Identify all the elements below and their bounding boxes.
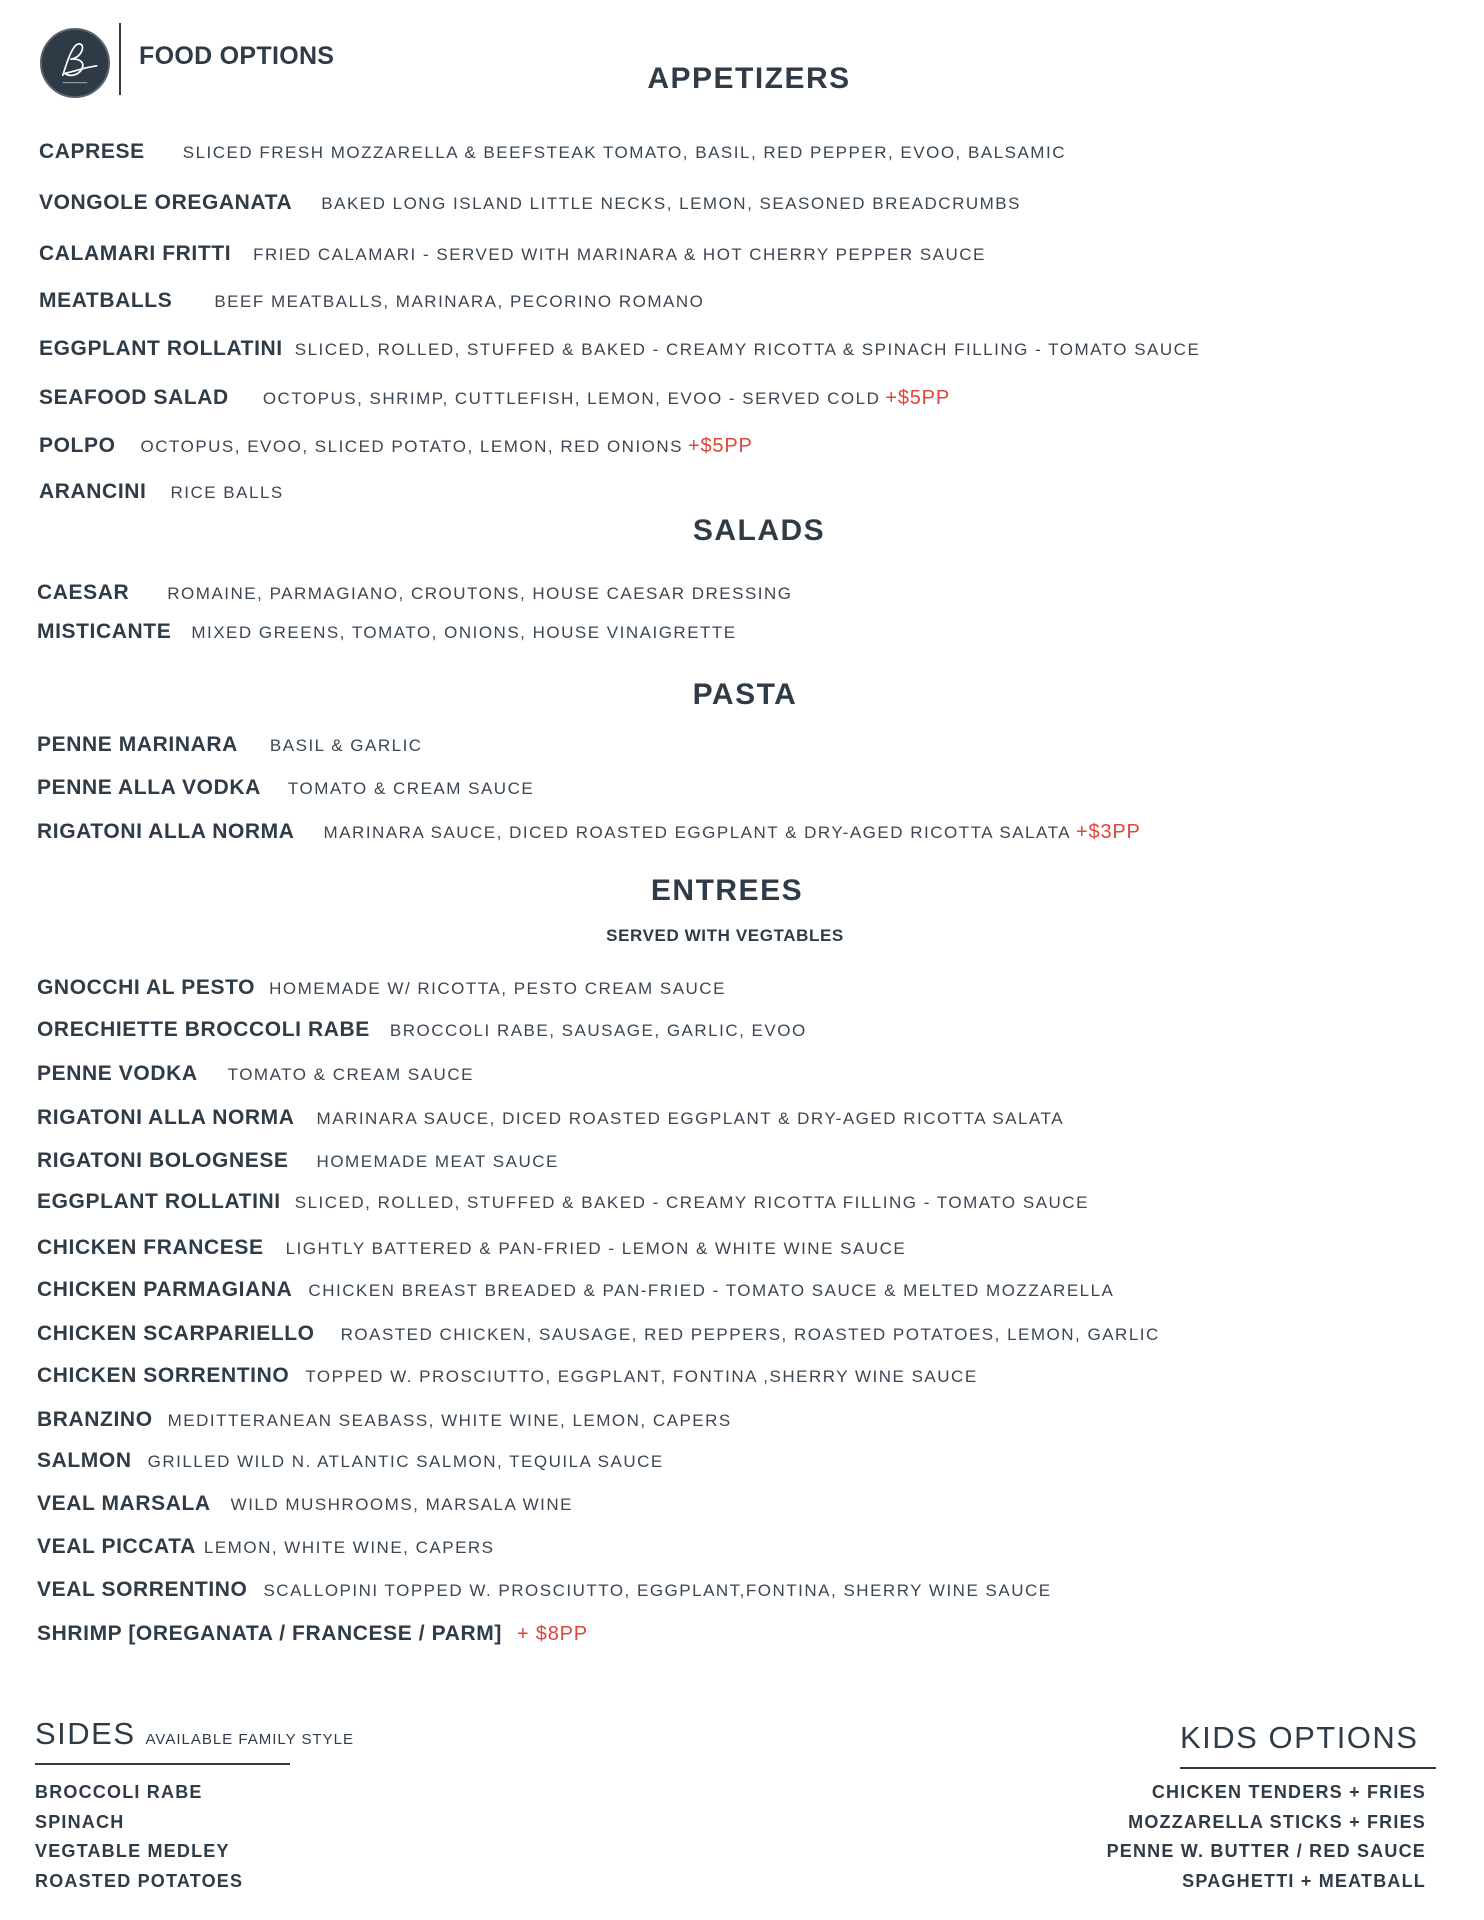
list-item: PENNE W. BUTTER / RED SAUCE — [1106, 1841, 1426, 1861]
item-description: TOMATO & CREAM SAUCE — [287, 779, 535, 798]
menu-item — [37, 620, 737, 644]
menu-item — [37, 1535, 495, 1559]
item-name: CAESAR — [37, 581, 130, 604]
item-description: BASIL & GARLIC — [269, 736, 423, 755]
kids-options-title: KIDS OPTIONS — [1180, 1720, 1419, 1755]
list-item: SPINACH — [35, 1811, 125, 1832]
item-name: VEAL MARSALA — [37, 1492, 211, 1515]
item-name: VEAL SORRENTINO — [37, 1578, 248, 1601]
item-description: ROASTED CHICKEN, SAUSAGE, RED PEPPERS, ROASTED POTATOES, LEMON, GARLIC — [340, 1325, 1160, 1344]
item-description: OCTOPUS, EVOO, SLICED POTATO, LEMON, RED ONIONS — [140, 437, 684, 456]
item-description: SLICED, ROLLED, STUFFED & BAKED - CREAMY RICOTTA & SPINACH FILLING - TOMATO SAUCE — [294, 340, 1201, 359]
list-item: CHICKEN TENDERS + FRIES — [1151, 1782, 1426, 1802]
menu-item — [37, 1408, 732, 1432]
item-name: BRANZINO — [37, 1408, 153, 1431]
item-name: GNOCCHI AL PESTO — [37, 976, 256, 999]
item-description: LIGHTLY BATTERED & PAN-FRIED - LEMON & WHITE WINE SAUCE — [285, 1239, 907, 1258]
menu-item — [37, 1622, 588, 1646]
item-description: OCTOPUS, SHRIMP, CUTTLEFISH, LEMON, EVOO - SERVED COLD — [262, 389, 881, 408]
menu-item — [37, 1149, 559, 1173]
menu-item — [39, 140, 1066, 164]
menu-item — [39, 337, 1200, 361]
item-description: LEMON, WHITE WINE, CAPERS — [203, 1538, 495, 1557]
menu-item — [39, 242, 986, 266]
item-name: RIGATONI ALLA NORMA — [37, 820, 295, 843]
heading-pasta: PASTA — [692, 678, 798, 711]
menu-item — [37, 1062, 474, 1086]
item-name: POLPO — [39, 434, 116, 457]
menu-item — [39, 480, 284, 504]
item-description: WILD MUSHROOMS, MARSALA WINE — [230, 1495, 574, 1514]
item-description: RICE BALLS — [170, 483, 284, 502]
list-item: ROASTED POTATOES — [35, 1870, 244, 1891]
item-name: CAPRESE — [39, 140, 145, 163]
item-name: SHRIMP [OREGANATA / FRANCESE / PARM] — [37, 1622, 502, 1645]
item-name: RIGATONI ALLA NORMA — [37, 1106, 295, 1129]
menu-item — [37, 1190, 1089, 1214]
item-description: TOMATO & CREAM SAUCE — [227, 1065, 474, 1084]
menu-item — [37, 976, 726, 1000]
sides-underline — [35, 1763, 290, 1765]
item-description: MARINARA SAUCE, DICED ROASTED EGGPLANT & DRY-AGED RICOTTA SALATA — [323, 823, 1072, 842]
item-name: MEATBALLS — [39, 289, 173, 312]
item-name: SEAFOOD SALAD — [39, 386, 229, 409]
item-description: SLICED, ROLLED, STUFFED & BAKED - CREAMY RICOTTA FILLING - TOMATO SAUCE — [294, 1193, 1089, 1212]
list-item: SPAGHETTI + MEATBALL — [1182, 1870, 1426, 1891]
menu-item — [39, 434, 753, 458]
item-upcharge: +$5PP — [885, 387, 950, 409]
menu-item — [37, 581, 793, 605]
item-description: BAKED LONG ISLAND LITTLE NECKS, LEMON, SEASONED BREADCRUMBS — [321, 194, 1021, 213]
item-upcharge: + $8PP — [516, 1623, 588, 1645]
item-description: TOPPED W. PROSCIUTTO, EGGPLANT, FONTINA ,SHERRY WINE SAUCE — [305, 1367, 978, 1386]
item-description: HOMEMADE W/ RICOTTA, PESTO CREAM SAUCE — [269, 979, 726, 998]
menu-item — [39, 386, 950, 410]
heading-appetizers: APPETIZERS — [647, 62, 851, 95]
item-name: PENNE ALLA VODKA — [37, 776, 261, 799]
item-name: ARANCINI — [39, 480, 147, 503]
item-name: ORECHIETTE BROCCOLI RABE — [37, 1018, 370, 1041]
item-description: ROMAINE, PARMAGIANO, CROUTONS, HOUSE CAESAR DRESSING — [167, 584, 793, 603]
menu-item — [37, 1578, 1052, 1602]
item-name: RIGATONI BOLOGNESE — [37, 1149, 289, 1172]
item-name: EGGPLANT ROLLATINI — [37, 1190, 281, 1213]
menu-item — [37, 1364, 978, 1388]
kids-underline — [1180, 1767, 1436, 1769]
kids-list — [1107, 1778, 1426, 1896]
item-description: SLICED FRESH MOZZARELLA & BEEFSTEAK TOMATO, BASIL, RED PEPPER, EVOO, BALSAMIC — [182, 143, 1066, 162]
menu-item — [37, 1449, 664, 1473]
menu-item — [37, 1492, 573, 1516]
item-upcharge: +$5PP — [688, 435, 753, 457]
sides-title — [35, 1716, 354, 1752]
menu-item — [37, 1278, 1114, 1302]
item-name: MISTICANTE — [37, 620, 172, 643]
menu-item — [39, 289, 704, 313]
item-description: MEDITTERANEAN SEABASS, WHITE WINE, LEMON, CAPERS — [167, 1411, 732, 1430]
item-name: CALAMARI FRITTI — [39, 242, 232, 265]
item-description: SCALLOPINI TOPPED W. PROSCIUTTO, EGGPLANT,FONTINA, SHERRY WINE SAUCE — [263, 1581, 1052, 1600]
item-upcharge: +$3PP — [1076, 821, 1141, 843]
menu-item — [37, 776, 534, 800]
menu-item — [37, 1322, 1160, 1346]
menu-item — [37, 1106, 1064, 1130]
item-description: GRILLED WILD N. ATLANTIC SALMON, TEQUILA SAUCE — [147, 1452, 664, 1471]
item-name: CHICKEN SCARPARIELLO — [37, 1322, 315, 1345]
sides-note: AVAILABLE FAMILY STYLE — [145, 1731, 355, 1748]
list-item: BROCCOLI RABE — [35, 1782, 203, 1802]
menu-item — [37, 1236, 906, 1260]
item-name: CHICKEN FRANCESE — [37, 1236, 264, 1259]
document-title: FOOD OPTIONS — [139, 42, 335, 70]
item-description: MARINARA SAUCE, DICED ROASTED EGGPLANT & DRY-AGED RICOTTA SALATA — [316, 1109, 1065, 1128]
menu-item — [37, 820, 1141, 844]
item-description: BEEF MEATBALLS, MARINARA, PECORINO ROMANO — [214, 292, 705, 311]
item-name: EGGPLANT ROLLATINI — [39, 337, 283, 360]
item-name: PENNE VODKA — [37, 1062, 198, 1085]
menu-item — [37, 1018, 807, 1042]
item-description: FRIED CALAMARI - SERVED WITH MARINARA & HOT CHERRY PEPPER SAUCE — [253, 245, 986, 264]
menu-item — [37, 733, 423, 757]
list-item: MOZZARELLA STICKS + FRIES — [1128, 1811, 1426, 1832]
item-name: PENNE MARINARA — [37, 733, 238, 756]
item-description: MIXED GREENS, TOMATO, ONIONS, HOUSE VINAIGRETTE — [191, 623, 737, 642]
heading-entrees: ENTREES — [650, 874, 804, 907]
sides-list — [35, 1778, 243, 1896]
heading-salads: SALADS — [692, 514, 826, 547]
item-name: SALMON — [37, 1449, 132, 1472]
item-name: CHICKEN PARMAGIANA — [37, 1278, 293, 1301]
item-name: CHICKEN SORRENTINO — [37, 1364, 290, 1387]
item-name: VONGOLE OREGANATA — [39, 191, 293, 214]
item-name: VEAL PICCATA — [37, 1535, 196, 1558]
menu-item — [39, 191, 1021, 215]
item-description: BROCCOLI RABE, SAUSAGE, GARLIC, EVOO — [389, 1021, 807, 1040]
list-item: VEGTABLE MEDLEY — [35, 1841, 230, 1861]
sides-heading: SIDES — [35, 1716, 136, 1751]
entrees-subheading: SERVED WITH VEGTABLES — [606, 926, 844, 945]
item-description: HOMEMADE MEAT SAUCE — [316, 1152, 559, 1171]
item-description: CHICKEN BREAST BREADED & PAN-FRIED - TOMATO SAUCE & MELTED MOZZARELLA — [308, 1281, 1115, 1300]
